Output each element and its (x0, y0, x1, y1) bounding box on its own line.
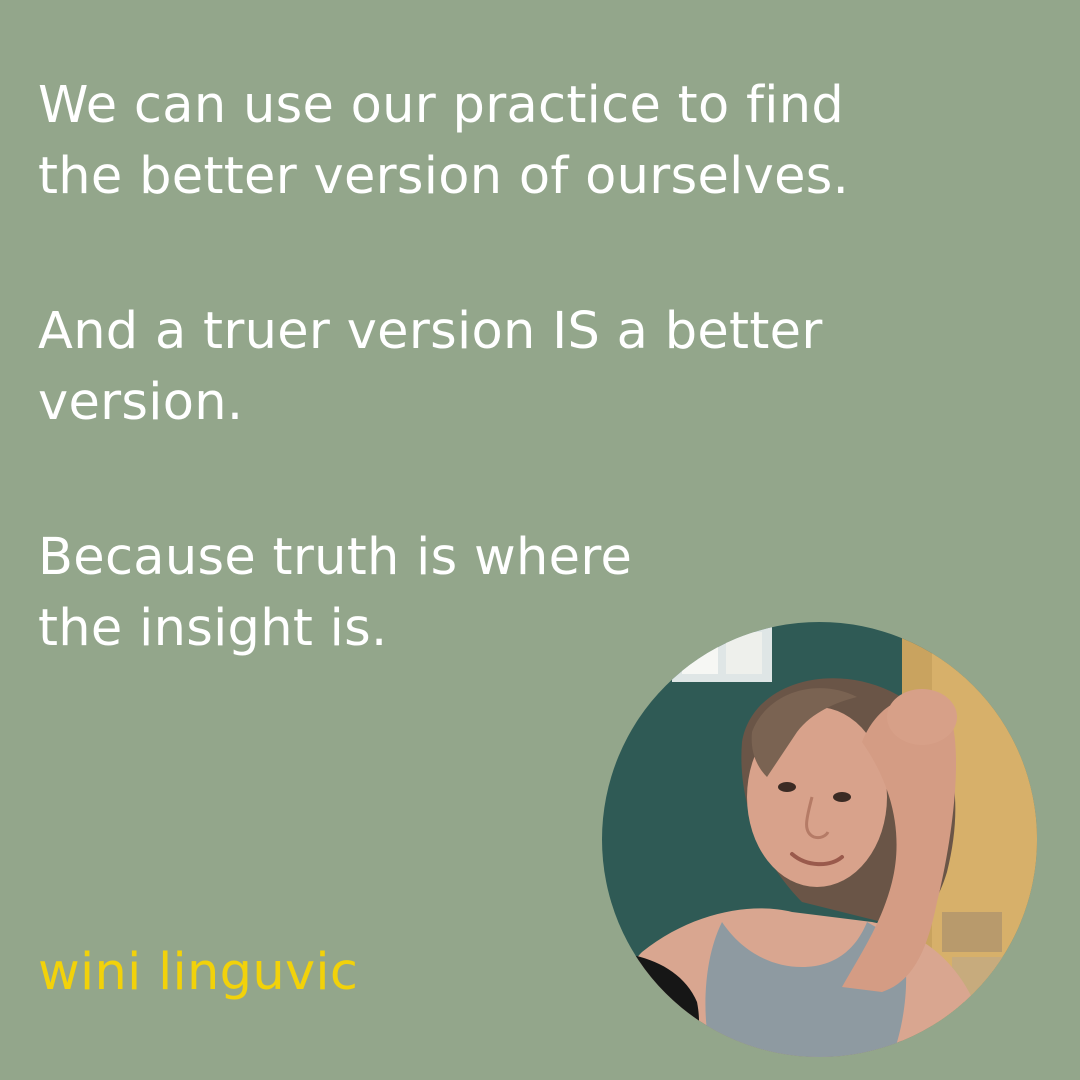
quote-text-block (38, 70, 1038, 664)
author-portrait (602, 622, 1037, 1057)
quote-paragraph-3: Because truth is where the insight is. (38, 528, 633, 658)
author-name: wini linguvic (38, 943, 359, 1002)
quote-paragraph-1: We can use our practice to find the better version of ourselves. (38, 76, 850, 206)
quote-paragraph-2: And a truer version IS a better version. (38, 302, 823, 432)
portrait-photo-illustration (602, 622, 1037, 1057)
